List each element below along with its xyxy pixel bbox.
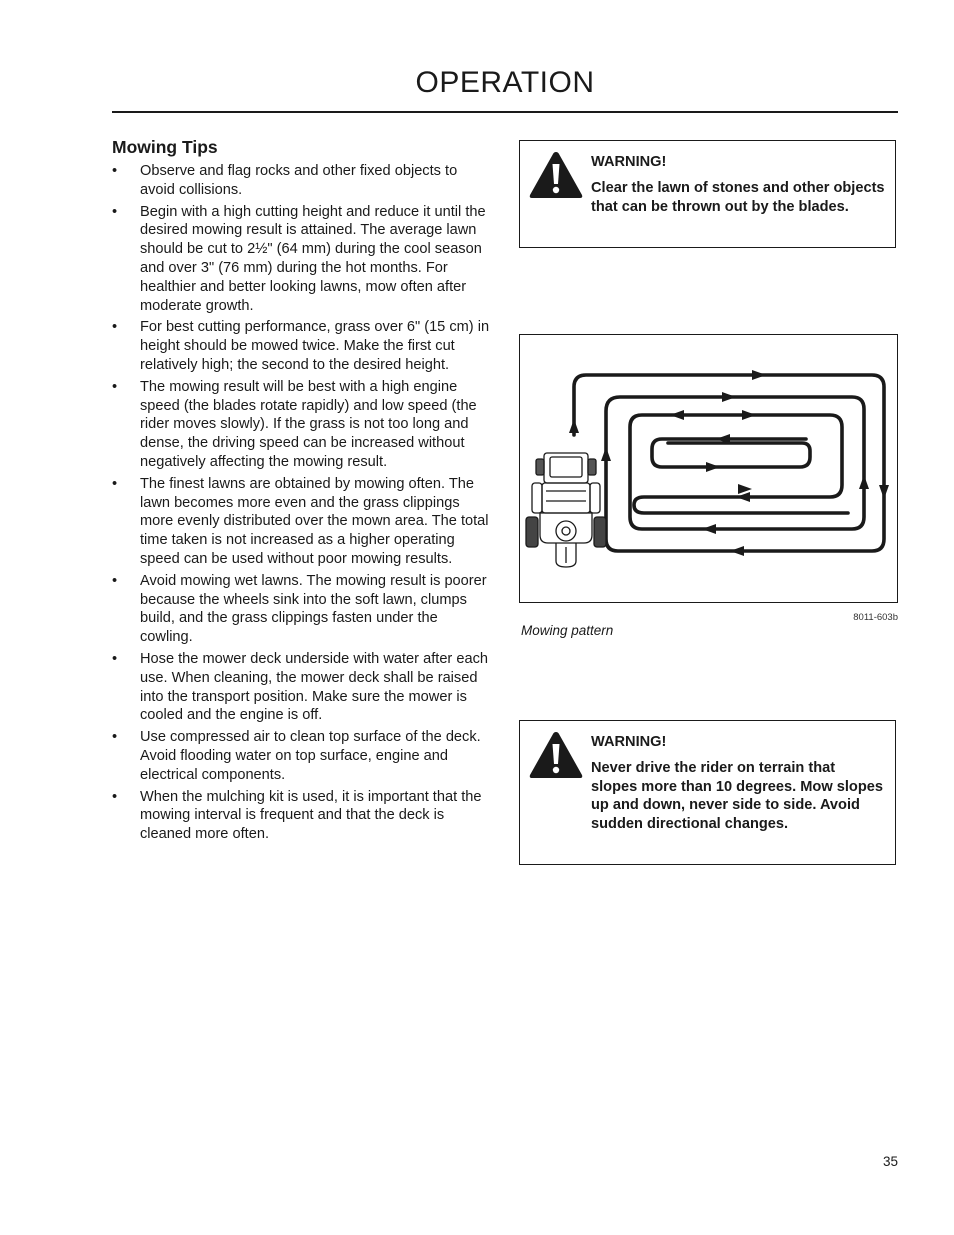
figure-caption: Mowing pattern [521,623,614,638]
mowing-tips-list [112,162,490,847]
warning-title: WARNING! [591,734,667,750]
warning-triangle-icon [528,150,584,200]
warning-text-block [591,153,885,216]
list-item: • Observe and flag rocks and other fixed objects to avoid collisions. [112,163,458,198]
bullet-icon: • [112,788,118,805]
mowing-pattern-diagram [520,335,899,604]
page-number: 35 [882,1154,898,1169]
list-item: • The finest lawns are obtained by mowing often. The lawn becomes more even and the grass clippings more evenly distributed over the mown area. The total time taken is not increased as a higher operating speed can be used without poor mowing results. [112,475,489,567]
bullet-icon: • [112,163,118,179]
bullet-icon: • [112,319,118,336]
warning-title: WARNING! [591,154,667,170]
warning-box-slopes [519,720,896,865]
bullet-icon: • [112,203,118,220]
rider-mower-icon [526,453,606,567]
warning-text-block [591,733,885,834]
list-item: • Hose the mower deck underside with water after each use. When cleaning, the mower deck shall be raised into the transport position. Make sure the mower is cooled and the engine is off. [112,650,488,724]
bullet-icon: • [112,572,118,589]
list-item: • For best cutting performance, grass over 6" (15 cm) in height should be mowed twice. Make the first cut relatively high; the second to the desired height. [112,319,490,373]
warning-triangle-icon [528,730,584,780]
header-rule [112,111,898,113]
bullet-icon: • [112,729,118,746]
bullet-icon: • [112,475,118,492]
list-item: • Begin with a high cutting height and reduce it until the desired mowing result is attained. The average lawn should be cut to 2½" (64 mm) during the cool season and over 3" (76 mm) during the hot months. For healthier and better looking lawns, mow often after moderate growth. [112,203,486,314]
mowing-pattern-figure [519,334,898,603]
mowing-path-lines [574,375,884,551]
list-item: • When the mulching kit is used, it is important that the mowing interval is frequent and that the deck is cleaned more often. [112,788,482,843]
section-title: Mowing Tips [112,137,218,157]
list-item: • Avoid mowing wet lawns. The mowing result is poorer because the wheels sink into the soft lawn, clumps build, and the grass clippings fasten under the cowling. [112,572,487,646]
bullet-icon: • [112,378,118,395]
warning-message: Clear the lawn of stones and other objects that can be thrown out by the blades. [591,179,885,215]
warning-message: Never drive the rider on terrain that slopes more than 10 degrees. Mow slopes up and down, never side to side. Avoid sudden directional changes. [591,759,883,833]
figure-code: 8011-603b [853,612,898,623]
list-item: • The mowing result will be best with a high engine speed (the blades rotate rapidly) and low speed (the rider moves slowly). If the grass is not too long and dense, the driving speed can be increased without negatively affecting the mowing result. [112,378,477,470]
list-item: • Use compressed air to clean top surface of the deck. Avoid flooding water on top surface, engine and electrical components. [112,729,481,783]
warning-box-thrown-objects [519,140,896,248]
bullet-icon: • [112,650,118,667]
page-header-title: OPERATION [415,66,595,99]
